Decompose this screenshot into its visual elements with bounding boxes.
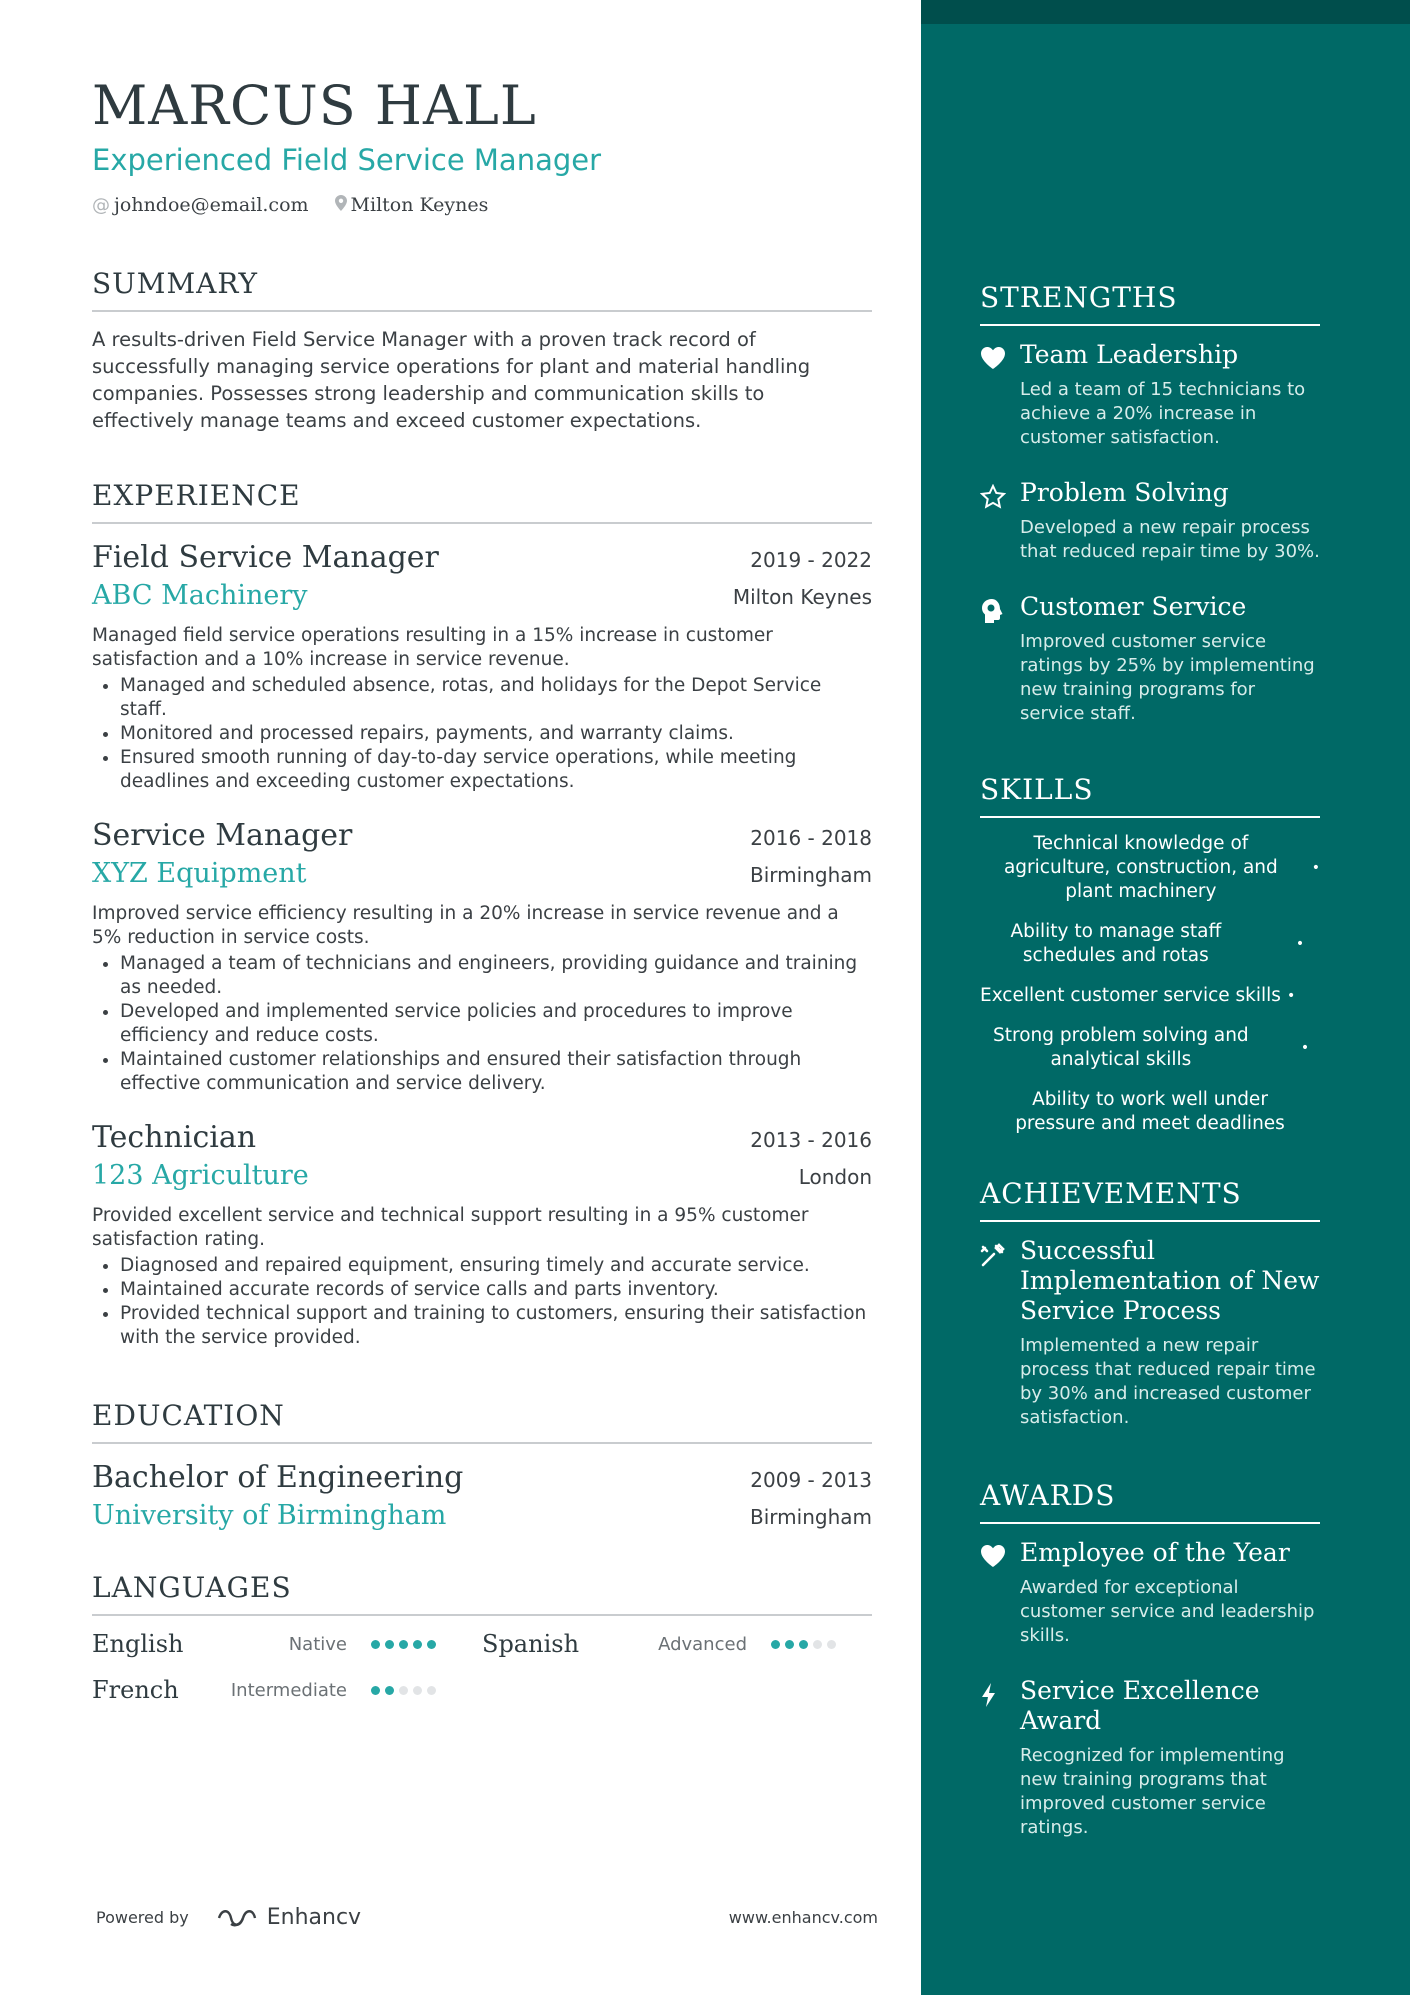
achievements-heading: ACHIEVEMENTS <box>980 1176 1320 1222</box>
heart-icon <box>980 1538 1020 1648</box>
job-bullet: • Developed and implemented service policies and procedures to improve efficiency and reduce costs. <box>120 1000 872 1048</box>
candidate-role: Experienced Field Service Manager <box>92 143 602 177</box>
achievements-section <box>980 1176 1320 1430</box>
language-item <box>92 1676 482 1704</box>
job-title: Technician <box>92 1120 257 1155</box>
rating-dot-filled <box>427 1640 436 1649</box>
contact-info <box>92 194 872 216</box>
job-bullet: • Ensured smooth running of day-to-day service operations, while meeting deadlines and exceeding customer expectations. <box>120 746 872 794</box>
skill-separator: • <box>1295 936 1305 952</box>
job-entry <box>92 1118 872 1350</box>
rating-dot-filled <box>413 1640 422 1649</box>
language-name: English <box>92 1630 184 1658</box>
strengths-heading: STRENGTHS <box>980 280 1320 326</box>
languages-heading: LANGUAGES <box>92 1570 872 1616</box>
main-column <box>92 70 872 1704</box>
language-rating <box>371 1686 441 1695</box>
language-rating <box>771 1640 841 1649</box>
job-description: Managed field service operations resulting in a 15% increase in customer satisfaction and a 10% increase in service revenue. <box>92 625 773 670</box>
achievement-item <box>980 1236 1320 1430</box>
job-bullet: • Managed and scheduled absence, rotas, and holidays for the Depot Service staff. <box>120 674 872 722</box>
job-title: Service Manager <box>92 818 353 853</box>
education-location: Birmingham <box>750 1505 872 1529</box>
education-entry <box>92 1458 872 1534</box>
job-title: Field Service Manager <box>92 540 439 575</box>
skill-item <box>980 1088 1320 1136</box>
rating-dot-filled <box>799 1640 808 1649</box>
job-description: Improved service efficiency resulting in a 20% increase in service revenue and a 5% reduction in service costs. <box>92 903 839 948</box>
powered-by-label: Powered by <box>96 1908 189 1927</box>
rating-dot-empty <box>399 1686 408 1695</box>
award-text: Awarded for exceptional customer service and leadership skills. <box>1020 1577 1315 1646</box>
at-icon: @ <box>92 194 110 216</box>
job-entry <box>92 816 872 1096</box>
job-bullet: • Provided technical support and training to customers, ensuring their satisfaction with the service provided. <box>120 1302 872 1350</box>
skill-item <box>980 832 1320 904</box>
education-section <box>92 1398 872 1534</box>
location-contact <box>335 194 489 216</box>
footer <box>96 1905 878 1930</box>
summary-heading: SUMMARY <box>92 266 872 312</box>
rating-dot-empty <box>427 1686 436 1695</box>
rating-dot-filled <box>371 1686 380 1695</box>
awards-section <box>980 1478 1320 1840</box>
achievement-title: Successful Implementation of New Service Process <box>1020 1236 1320 1325</box>
rating-dot-filled <box>399 1640 408 1649</box>
strength-title: Problem Solving <box>1020 478 1229 507</box>
language-item <box>92 1630 482 1658</box>
achievement-text: Implemented a new repair process that reduced repair time by 30% and increased customer satisfaction. <box>1020 1335 1316 1428</box>
rating-dot-empty <box>813 1640 822 1649</box>
job-dates: 2019 - 2022 <box>750 548 872 572</box>
skill-separator: • <box>1286 988 1296 1004</box>
strength-text: Improved customer service ratings by 25% by implementing new training programs for service staff. <box>1020 631 1315 724</box>
job-description: Provided excellent service and technical support resulting in a 95% customer satisfaction rating. <box>92 1205 809 1250</box>
award-item <box>980 1676 1320 1840</box>
star-icon <box>980 478 1020 564</box>
degree-title: Bachelor of Engineering <box>92 1460 464 1495</box>
enhancv-url[interactable]: www.enhancv.com <box>728 1908 878 1927</box>
job-bullets <box>92 674 872 794</box>
skill-text: Excellent customer service skills <box>980 985 1281 1006</box>
job-bullet: • Managed a team of technicians and engineers, providing guidance and training as needed. <box>120 952 872 1000</box>
location-pin-icon <box>335 195 347 216</box>
job-location: Birmingham <box>750 863 872 887</box>
skill-text: Ability to work well under pressure and meet deadlines <box>1015 1089 1285 1134</box>
job-bullet: • Maintained customer relationships and ensured their satisfaction through effective communication and service delivery. <box>120 1048 872 1096</box>
job-entry <box>92 538 872 794</box>
language-level: Intermediate <box>230 1679 347 1701</box>
rating-dot-filled <box>371 1640 380 1649</box>
summary-section <box>92 266 872 434</box>
sidebar-content <box>980 280 1320 1840</box>
job-location: Milton Keynes <box>732 585 872 609</box>
strength-title: Customer Service <box>1020 592 1247 621</box>
job-company: 123 Agriculture <box>92 1160 309 1191</box>
strength-item <box>980 478 1320 564</box>
skill-text: Ability to manage staff schedules and rotas <box>1010 921 1222 966</box>
rating-dot-filled <box>771 1640 780 1649</box>
job-bullet: • Diagnosed and repaired equipment, ensuring timely and accurate service. <box>120 1254 872 1278</box>
email-contact[interactable] <box>92 194 309 216</box>
rating-dot-filled <box>385 1686 394 1695</box>
skill-separator: • <box>1300 1040 1310 1056</box>
strength-text: Led a team of 15 technicians to achieve a 20% increase in customer satisfaction. <box>1020 379 1306 448</box>
powered-by <box>96 1905 361 1930</box>
head-icon <box>980 592 1020 726</box>
skills-list <box>980 832 1320 1136</box>
strength-item <box>980 340 1320 450</box>
rating-dot-empty <box>413 1686 422 1695</box>
education-dates: 2009 - 2013 <box>750 1468 872 1492</box>
rating-dot-empty <box>827 1640 836 1649</box>
skill-text: Technical knowledge of agriculture, construction, and plant machinery <box>1003 833 1278 902</box>
sidebar <box>921 0 1410 1995</box>
enhancv-brand-text: Enhancv <box>266 1905 362 1930</box>
skill-text: Strong problem solving and analytical skills <box>993 1025 1249 1070</box>
rating-dot-filled <box>785 1640 794 1649</box>
education-heading: EDUCATION <box>92 1398 872 1444</box>
strength-item <box>980 592 1320 726</box>
job-bullet: • Maintained accurate records of service calls and parts inventory. <box>120 1278 872 1302</box>
language-name: Spanish <box>482 1630 580 1658</box>
job-location: London <box>798 1165 872 1189</box>
school-name: University of Birmingham <box>92 1500 447 1531</box>
job-company: XYZ Equipment <box>92 858 307 889</box>
award-title: Service Excellence Award <box>1020 1676 1260 1735</box>
skill-separator: • <box>1311 860 1320 876</box>
languages-list <box>92 1630 872 1704</box>
skill-item <box>980 1024 1320 1072</box>
summary-text: A results-driven Field Service Manager with a proven track record of successfully managing service operations for plant and material handling companies. Possesses strong leadership and communication skills to effectively manage teams and exceed customer expectations. <box>92 328 811 432</box>
award-item <box>980 1538 1320 1648</box>
awards-heading: AWARDS <box>980 1478 1320 1524</box>
strength-title: Team Leadership <box>1020 340 1239 369</box>
strengths-section <box>980 280 1320 726</box>
candidate-name: MARCUS HALL <box>92 74 537 137</box>
job-company: ABC Machinery <box>92 580 308 611</box>
language-name: French <box>92 1676 179 1704</box>
strength-text: Developed a new repair process that reduced repair time by 30%. <box>1020 517 1320 562</box>
job-bullets <box>92 1254 872 1350</box>
enhancv-logo[interactable] <box>215 1905 361 1930</box>
experience-heading: EXPERIENCE <box>92 478 872 524</box>
bolt-icon <box>980 1676 1020 1840</box>
languages-section <box>92 1570 872 1704</box>
heart-icon <box>980 340 1020 450</box>
job-dates: 2013 - 2016 <box>750 1128 872 1152</box>
skills-section <box>980 772 1320 1136</box>
skills-heading: SKILLS <box>980 772 1320 818</box>
language-level: Advanced <box>658 1633 747 1655</box>
job-dates: 2016 - 2018 <box>750 826 872 850</box>
email-text: johndoe@email.com <box>114 194 309 216</box>
enhancv-logo-icon <box>215 1907 261 1929</box>
language-item <box>482 1630 872 1658</box>
tools-icon <box>980 1236 1020 1430</box>
rating-dot-filled <box>385 1640 394 1649</box>
language-rating <box>371 1640 441 1649</box>
job-bullets <box>92 952 872 1096</box>
location-text: Milton Keynes <box>350 194 489 216</box>
award-text: Recognized for implementing new training programs that improved customer service ratings. <box>1020 1745 1285 1838</box>
sidebar-top-bar <box>921 0 1410 24</box>
experience-section <box>92 478 872 1350</box>
language-level: Native <box>288 1633 347 1655</box>
job-bullet: • Monitored and processed repairs, payments, and warranty claims. <box>120 722 872 746</box>
skill-item <box>980 984 1320 1008</box>
skill-item <box>980 920 1320 968</box>
award-title: Employee of the Year <box>1020 1538 1290 1567</box>
